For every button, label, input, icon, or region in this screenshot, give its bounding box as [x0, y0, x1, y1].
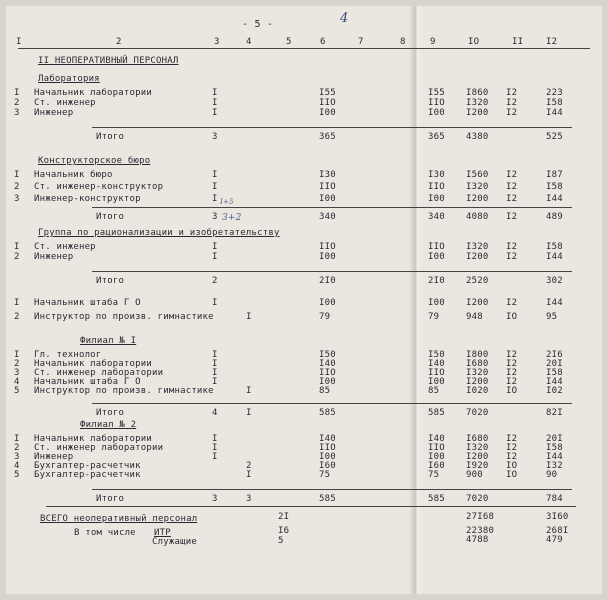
cell-col11: I2 — [506, 194, 518, 204]
cell-col11: I2 — [506, 377, 518, 387]
cell-col6: I00 — [319, 452, 336, 462]
cell-col4: I — [246, 470, 252, 480]
cell-col11: IO — [506, 312, 518, 322]
position-name: Инженер — [34, 108, 74, 118]
row-number: 5 — [14, 470, 20, 480]
cell-col11: I2 — [506, 350, 518, 360]
cell-col11: I2 — [506, 98, 518, 108]
grand-total-col12: 3I60 — [546, 512, 569, 522]
position-name: Начальник лаборатории — [34, 88, 152, 98]
cell-col6: IIO — [319, 443, 336, 453]
cell-col6: 79 — [319, 312, 331, 322]
group-title: Филиал № I — [80, 336, 137, 346]
cell-col11: I2 — [506, 182, 518, 192]
cell-col10: I320 — [466, 368, 489, 378]
total-col3: 2 — [212, 276, 218, 286]
cell-col6: 75 — [319, 470, 331, 480]
row-number: I — [14, 88, 20, 98]
page-number: - 5 - — [242, 19, 274, 30]
cell-col3: I — [212, 194, 218, 204]
cell-col6: IIO — [319, 242, 336, 252]
cell-col12: I58 — [546, 443, 563, 453]
cell-col12: I58 — [546, 98, 563, 108]
cell-col4: I — [246, 312, 252, 322]
column-header: IO — [468, 37, 480, 47]
position-name: Инструктор по произв. гимнастике — [34, 386, 214, 396]
total-rule — [92, 127, 572, 128]
cell-col9: I60 — [428, 461, 445, 471]
column-header: 7 — [358, 37, 364, 47]
total-col6: 585 — [319, 494, 336, 504]
group-title: Конструкторское бюро — [38, 156, 151, 166]
including-label: В том числе — [74, 528, 136, 538]
row-number: 2 — [14, 182, 20, 192]
column-header: I — [16, 37, 22, 47]
total-label: Итого — [96, 212, 125, 222]
total-col9: 585 — [428, 494, 445, 504]
group-title: Филиал № 2 — [80, 420, 137, 430]
grand-total-label: ВСЕГО неоперативный персонал — [40, 514, 198, 524]
row-number: 2 — [14, 252, 20, 262]
cell-col3: I — [212, 377, 218, 387]
column-header: 2 — [116, 37, 122, 47]
column-header: 3 — [214, 37, 220, 47]
total-label: Итого — [96, 494, 125, 504]
total-col10: 4080 — [466, 212, 489, 222]
cell-col10: I020 — [466, 386, 489, 396]
total-col9: 340 — [428, 212, 445, 222]
cell-col9: IIO — [428, 443, 445, 453]
total-col12: 784 — [546, 494, 563, 504]
section-title: II НЕОПЕРАТИВНЫЙ ПЕРСОНАЛ — [38, 56, 179, 66]
row-number: 5 — [14, 386, 20, 396]
column-header: 5 — [286, 37, 292, 47]
row-number: 4 — [14, 377, 20, 387]
total-label: Итого — [96, 132, 125, 142]
cell-col9: I55 — [428, 88, 445, 98]
position-name: Ст. инженер-конструктор — [34, 182, 164, 192]
position-name: Начальник лаборатории — [34, 434, 152, 444]
total-label: Итого — [96, 276, 125, 286]
cell-col6: I60 — [319, 461, 336, 471]
cell-col3: I — [212, 368, 218, 378]
row-number: 2 — [14, 443, 20, 453]
position-name: Начальник бюро — [34, 170, 113, 180]
row-number: I — [14, 170, 20, 180]
column-header: I2 — [546, 37, 558, 47]
total-col12: 302 — [546, 276, 563, 286]
cell-col6: I50 — [319, 350, 336, 360]
total-rule — [92, 207, 572, 208]
cell-col3: I — [212, 359, 218, 369]
cell-col12: I44 — [546, 377, 563, 387]
cell-col3: I — [212, 298, 218, 308]
cell-col11: IO — [506, 386, 518, 396]
cell-col6: IIO — [319, 98, 336, 108]
cell-col9: I00 — [428, 377, 445, 387]
cell-col10: 900 — [466, 470, 483, 480]
handwritten-page-number: 4 — [340, 11, 349, 26]
position-name: Бухгалтер-расчетчик — [34, 470, 141, 480]
cell-col3: I — [212, 350, 218, 360]
employees-col10: 4788 — [466, 535, 489, 545]
cell-col9: 79 — [428, 312, 440, 322]
employees-col5: 5 — [278, 536, 284, 546]
row-number: 2 — [14, 359, 20, 369]
cell-col10: I200 — [466, 452, 489, 462]
cell-col9: I40 — [428, 359, 445, 369]
cell-col10: I200 — [466, 108, 489, 118]
cell-col3: I — [212, 88, 218, 98]
position-name: Инструктор по произв. гимнастике — [34, 312, 214, 322]
grand-total-col5: 2I — [278, 512, 290, 522]
position-name: Ст. инженер — [34, 98, 96, 108]
cell-col12: 90 — [546, 470, 558, 480]
cell-col9: IIO — [428, 98, 445, 108]
total-col12: 525 — [546, 132, 563, 142]
cell-col9: I50 — [428, 350, 445, 360]
total-col6: 2I0 — [319, 276, 336, 286]
cell-col9: I00 — [428, 298, 445, 308]
total-label: Итого — [96, 408, 125, 418]
cell-col10: I320 — [466, 443, 489, 453]
header-rule — [18, 48, 590, 49]
cell-col9: IIO — [428, 368, 445, 378]
cell-col3: I — [212, 98, 218, 108]
row-number: 3 — [14, 108, 20, 118]
position-name: Гл. технолог — [34, 350, 102, 360]
cell-col11: I2 — [506, 452, 518, 462]
position-name: Инженер — [34, 452, 74, 462]
column-header: II — [512, 37, 524, 47]
employees-col12: 479 — [546, 535, 563, 545]
cell-col6: I00 — [319, 194, 336, 204]
cell-col6: I30 — [319, 170, 336, 180]
row-number: I — [14, 298, 20, 308]
cell-col11: I2 — [506, 443, 518, 453]
group-title: Группа по рационализации и изобретательству — [38, 228, 280, 238]
position-name: Начальник штаба Г О — [34, 377, 141, 387]
cell-col10: I920 — [466, 461, 489, 471]
total-rule — [92, 403, 572, 404]
total-col9: 365 — [428, 132, 445, 142]
total-col10: 7020 — [466, 494, 489, 504]
cell-col12: 20I — [546, 359, 563, 369]
total-col9: 2I0 — [428, 276, 445, 286]
total-col6: 365 — [319, 132, 336, 142]
cell-col12: I44 — [546, 298, 563, 308]
cell-col12: I87 — [546, 170, 563, 180]
cell-col10: I560 — [466, 170, 489, 180]
cell-col11: I2 — [506, 298, 518, 308]
cell-col6: I40 — [319, 359, 336, 369]
cell-col12: I44 — [546, 252, 563, 262]
cell-col6: I00 — [319, 298, 336, 308]
total-col3: 3 — [212, 212, 218, 222]
cell-col10: I680 — [466, 359, 489, 369]
cell-col10: I320 — [466, 182, 489, 192]
cell-col9: 85 — [428, 386, 440, 396]
total-col3: 3 — [212, 132, 218, 142]
position-name: Начальник лаборатории — [34, 359, 152, 369]
cell-col11: I2 — [506, 359, 518, 369]
cell-col9: I00 — [428, 194, 445, 204]
cell-col12: 20I — [546, 434, 563, 444]
cell-col6: I00 — [319, 377, 336, 387]
cell-col9: I30 — [428, 170, 445, 180]
cell-col12: I58 — [546, 242, 563, 252]
cell-col12: 223 — [546, 88, 563, 98]
total-col3: 4 — [212, 408, 218, 418]
cell-col10: I200 — [466, 377, 489, 387]
itr-col10: 22380 — [466, 526, 495, 536]
handwritten-note: 3+2 — [222, 213, 242, 223]
cell-col12: I32 — [546, 461, 563, 471]
position-name: Инженер-конструктор — [34, 194, 141, 204]
cell-col12: 95 — [546, 312, 558, 322]
cell-col11: I2 — [506, 434, 518, 444]
total-col11: I2 — [506, 212, 518, 222]
row-number: 4 — [14, 461, 20, 471]
cell-col10: I200 — [466, 194, 489, 204]
cell-col11: IO — [506, 470, 518, 480]
total-rule — [92, 489, 572, 490]
cell-col6: I00 — [319, 108, 336, 118]
cell-col11: I2 — [506, 368, 518, 378]
row-number: 3 — [14, 368, 20, 378]
total-col4: I — [246, 408, 252, 418]
employees-label: Служащие — [152, 537, 197, 547]
column-header: 6 — [320, 37, 326, 47]
cell-col12: I44 — [546, 108, 563, 118]
cell-col10: I680 — [466, 434, 489, 444]
cell-col10: I320 — [466, 242, 489, 252]
position-name: Инженер — [34, 252, 74, 262]
cell-col12: I44 — [546, 194, 563, 204]
cell-col10: I200 — [466, 252, 489, 262]
cell-col9: 75 — [428, 470, 440, 480]
cell-col6: IIO — [319, 182, 336, 192]
total-col10: 2520 — [466, 276, 489, 286]
position-name: Ст. инженер — [34, 242, 96, 252]
cell-col6: I55 — [319, 88, 336, 98]
total-col6: 585 — [319, 408, 336, 418]
cell-col9: I00 — [428, 452, 445, 462]
cell-col10: I860 — [466, 88, 489, 98]
cell-col10: I800 — [466, 350, 489, 360]
cell-col12: 2I6 — [546, 350, 563, 360]
cell-col3: I — [212, 108, 218, 118]
total-col10: 4380 — [466, 132, 489, 142]
grand-total-col10: 27I68 — [466, 512, 495, 522]
cell-col6: 85 — [319, 386, 331, 396]
cell-col11: I2 — [506, 252, 518, 262]
cell-col3: I — [212, 252, 218, 262]
cell-col3: I — [212, 242, 218, 252]
row-number: I — [14, 350, 20, 360]
total-col12: 82I — [546, 408, 563, 418]
column-header: 8 — [400, 37, 406, 47]
cell-col3: I — [212, 443, 218, 453]
cell-col3: I — [212, 170, 218, 180]
position-name: Ст. инженер лаборатории — [34, 443, 164, 453]
total-col9: 585 — [428, 408, 445, 418]
cell-col12: I44 — [546, 452, 563, 462]
row-number: 2 — [14, 98, 20, 108]
position-name: Начальник штаба Г О — [34, 298, 141, 308]
cell-col10: 948 — [466, 312, 483, 322]
cell-col12: I58 — [546, 182, 563, 192]
column-header: 9 — [430, 37, 436, 47]
total-col3: 3 — [212, 494, 218, 504]
total-col10: 7020 — [466, 408, 489, 418]
cell-col6: IIO — [319, 368, 336, 378]
itr-col5: I6 — [278, 526, 290, 536]
row-number: I — [14, 242, 20, 252]
cell-col9: IIO — [428, 182, 445, 192]
cell-col9: I40 — [428, 434, 445, 444]
row-number: 3 — [14, 452, 20, 462]
row-number: 2 — [14, 312, 20, 322]
cell-col11: IO — [506, 461, 518, 471]
cell-col12: I58 — [546, 368, 563, 378]
cell-col12: I02 — [546, 386, 563, 396]
column-header: 4 — [246, 37, 252, 47]
position-name: Ст. инженер лаборатории — [34, 368, 164, 378]
itr-col12: 268I — [546, 526, 569, 536]
position-name: Бухгалтер-расчетчик — [34, 461, 141, 471]
cell-col9: I00 — [428, 252, 445, 262]
cell-col6: I00 — [319, 252, 336, 262]
cell-col9: I00 — [428, 108, 445, 118]
cell-col3: I — [212, 182, 218, 192]
row-number: 3 — [14, 194, 20, 204]
grand-total-rule — [46, 506, 576, 507]
total-col6: 340 — [319, 212, 336, 222]
row-number: I — [14, 434, 20, 444]
cell-col9: IIO — [428, 242, 445, 252]
total-col12: 489 — [546, 212, 563, 222]
itr-label: ИТР — [154, 528, 171, 538]
total-rule — [92, 271, 572, 272]
cell-col4: 2 — [246, 461, 252, 471]
document-sheet — [6, 6, 602, 594]
cell-col3: I — [212, 434, 218, 444]
cell-col10: I200 — [466, 298, 489, 308]
group-title: Лаборатория — [38, 74, 100, 84]
cell-col11: I2 — [506, 108, 518, 118]
cell-col11: I2 — [506, 170, 518, 180]
handwritten-note: I+5 — [220, 198, 234, 206]
cell-col11: I2 — [506, 88, 518, 98]
cell-col3: I — [212, 452, 218, 462]
cell-col11: I2 — [506, 242, 518, 252]
cell-col4: I — [246, 386, 252, 396]
total-col4: 3 — [246, 494, 252, 504]
cell-col6: I40 — [319, 434, 336, 444]
cell-col10: I320 — [466, 98, 489, 108]
